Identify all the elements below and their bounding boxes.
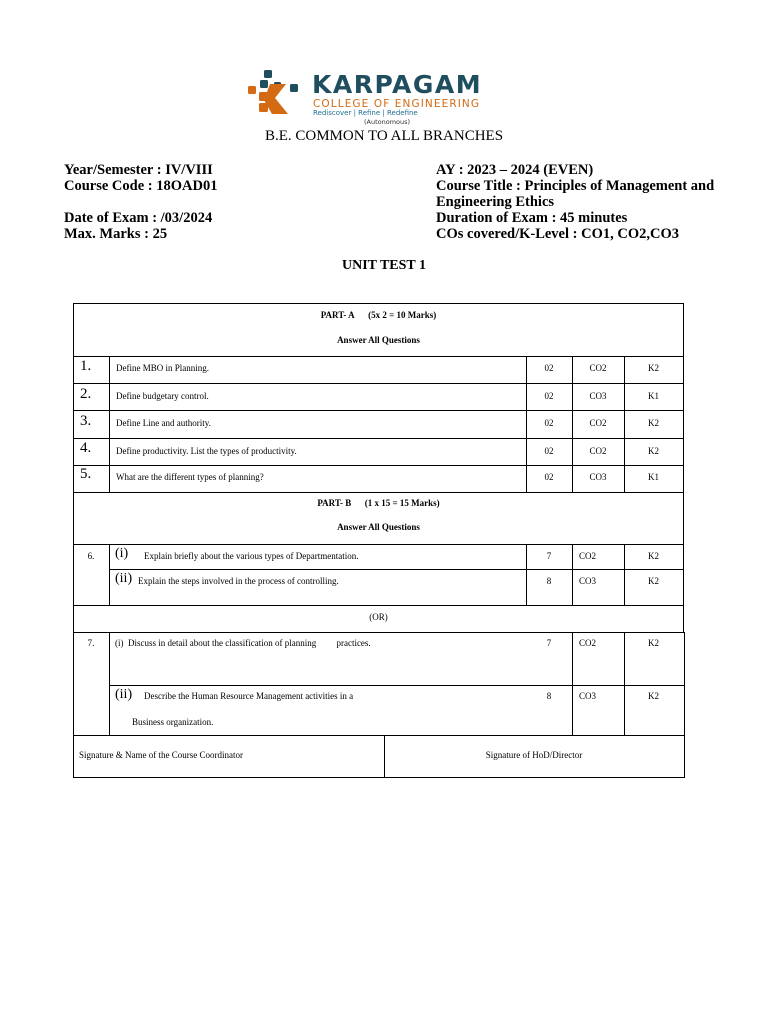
year-semester: Year/Semester : IV/VIII [64,162,213,178]
sub-question-label: (ii) [115,687,133,702]
question-number: 2. [80,386,92,402]
question-co: CO3 [589,391,607,401]
question-co: CO3 [579,576,597,586]
question-marks: 7 [546,551,552,561]
row-divider [73,544,684,545]
table-border [73,303,74,778]
part-a-instruction: Answer All Questions [337,335,420,345]
question-number: 1. [80,358,92,374]
question-table [73,303,685,778]
question-k-level: K2 [648,446,659,456]
question-k-level: K2 [648,418,659,428]
sub-question-label: (i) [115,546,129,561]
row-divider [73,492,684,493]
col-divider [572,632,573,735]
question-co: CO3 [579,691,597,701]
logo-name: KARPAGAM [312,70,483,99]
or-separator: (OR) [369,612,388,622]
row-divider [73,438,684,439]
question-text: Explain the steps involved in the process of controlling. [138,576,339,586]
question-text: (i) Discuss in detail about the classification of planning practices. [115,638,371,648]
question-text-continued: Business organization. [132,717,214,727]
question-co: CO2 [579,638,597,648]
question-number: 3. [80,413,92,429]
exam-heading: B.E. COMMON TO ALL BRANCHES [264,128,504,144]
question-number: 4. [80,440,92,456]
row-divider [73,735,685,736]
question-text: Define budgetary control. [116,391,209,401]
question-marks: 7 [546,638,552,648]
unit-test-title: UNIT TEST 1 [341,258,427,273]
sub-question-label: (ii) [115,571,133,586]
row-divider [73,605,684,606]
exam-duration: Duration of Exam : 45 minutes [436,210,628,226]
question-number: 6. [87,551,95,561]
row-divider [73,410,684,411]
logo-tagline: Rediscover | Refine | Redefine [313,109,418,117]
logo-autonomous: (Autonomous) [364,118,411,126]
part-a-header [73,310,684,321]
question-marks: 02 [544,391,554,401]
question-k-level: K2 [648,363,659,373]
row-divider [109,569,684,570]
row-divider [73,356,684,357]
table-border [73,777,685,778]
academic-year: AY : 2023 – 2024 (EVEN) [436,162,594,178]
question-co: CO2 [589,363,607,373]
question-marks: 02 [544,363,554,373]
question-k-level: K2 [648,691,659,701]
col-divider [109,356,110,492]
course-title-line2: Engineering Ethics [436,194,555,210]
question-co: CO2 [589,446,607,456]
hod-signature-label: Signature of HoD/Director [485,750,583,760]
coordinator-signature-label: Signature & Name of the Course Coordinator [79,750,243,760]
question-text: Define MBO in Planning. [116,363,209,373]
course-code: Course Code : 18OAD01 [64,178,218,194]
question-marks: 02 [544,446,554,456]
question-marks: 02 [544,418,554,428]
table-border [683,303,684,632]
logo-subtitle: COLLEGE OF ENGINEERING [313,98,481,110]
question-text: Explain briefly about the various types of Departmentation. [144,551,359,561]
table-border [684,632,685,778]
col-divider [109,632,110,735]
cos-covered: COs covered/K-Level : CO1, CO2,CO3 [436,226,679,242]
question-number: 5. [80,466,92,482]
question-k-level: K2 [648,638,659,648]
question-number: 7. [87,638,95,648]
part-b-title: PART- B [317,498,352,508]
row-divider [73,383,684,384]
part-a-marks: (5x 2 = 10 Marks) [368,310,437,320]
question-co: CO2 [579,551,597,561]
date-of-exam: Date of Exam : /03/2024 [64,210,213,226]
question-k-level: K2 [648,551,659,561]
question-text: Describe the Human Resource Management activities in a [144,691,354,701]
table-border [73,303,684,304]
part-b-header [73,498,684,509]
course-title-line1: Course Title : Principles of Management and [436,178,715,194]
question-text: Define productivity. List the types of productivity. [116,446,297,456]
question-text: What are the different types of planning? [116,472,264,482]
col-divider [572,544,573,605]
row-divider [109,685,685,686]
question-co: CO3 [589,472,607,482]
row-divider [73,465,684,466]
part-a-title: PART- A [320,310,355,320]
question-k-level: K1 [648,472,659,482]
question-marks: 02 [544,472,554,482]
part-b-marks: (1 x 15 = 15 Marks) [364,498,440,508]
row-divider [73,632,685,633]
question-text: Define Line and authority. [116,418,211,428]
max-marks: Max. Marks : 25 [64,226,168,242]
question-co: CO2 [589,418,607,428]
question-k-level: K1 [648,391,659,401]
question-marks: 8 [546,576,552,586]
question-k-level: K2 [648,576,659,586]
part-b-instruction: Answer All Questions [337,522,420,532]
col-divider [109,544,110,605]
question-marks: 8 [546,691,552,701]
college-logo-icon [246,70,306,118]
